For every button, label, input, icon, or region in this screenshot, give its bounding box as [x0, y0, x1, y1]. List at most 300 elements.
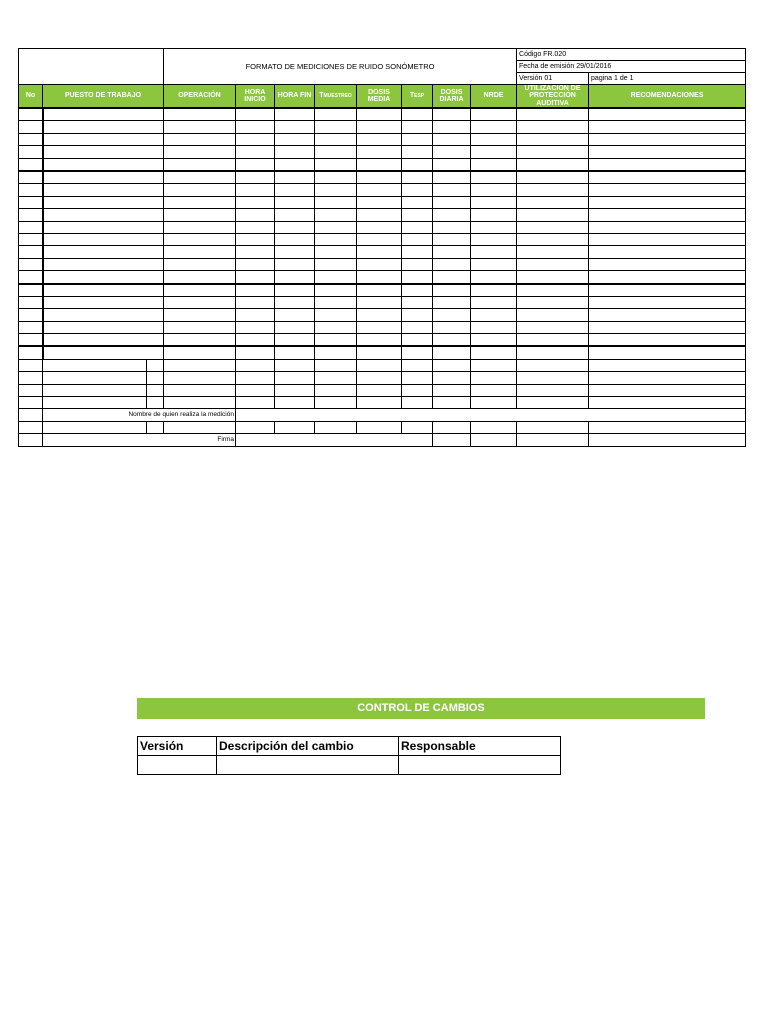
table-cell[interactable] [19, 384, 43, 396]
table-cell[interactable] [433, 209, 471, 221]
table-cell[interactable] [315, 133, 357, 145]
table-cell[interactable] [236, 133, 275, 145]
table-cell[interactable] [236, 209, 275, 221]
table-cell[interactable] [275, 372, 315, 384]
table-cell[interactable] [433, 296, 471, 308]
table-cell[interactable] [164, 346, 236, 359]
table-cell[interactable] [43, 221, 164, 233]
table-cell[interactable] [471, 334, 517, 347]
table-cell[interactable] [19, 196, 43, 208]
table-cell[interactable] [164, 296, 236, 308]
table-cell[interactable] [471, 271, 517, 284]
table-cell[interactable] [589, 334, 746, 347]
table-cell[interactable] [357, 271, 402, 284]
table-cell[interactable] [164, 421, 236, 433]
table-cell[interactable] [517, 108, 589, 121]
table-cell[interactable] [402, 359, 433, 371]
table-cell[interactable] [19, 372, 43, 384]
table-cell[interactable] [589, 184, 746, 196]
table-cell[interactable] [357, 184, 402, 196]
table-cell[interactable] [236, 108, 275, 121]
table-cell[interactable] [19, 233, 43, 245]
table-cell[interactable] [402, 209, 433, 221]
table-cell[interactable] [19, 409, 43, 421]
table-cell[interactable] [402, 184, 433, 196]
table-cell[interactable] [19, 397, 43, 409]
table-cell[interactable] [589, 271, 746, 284]
table-cell[interactable] [315, 284, 357, 297]
table-cell[interactable] [402, 171, 433, 184]
table-cell[interactable] [471, 346, 517, 359]
table-cell[interactable] [517, 384, 589, 396]
table-cell[interactable] [164, 384, 236, 396]
table-cell[interactable] [471, 209, 517, 221]
table-cell[interactable] [357, 321, 402, 333]
table-cell[interactable] [19, 296, 43, 308]
table-cell[interactable] [164, 196, 236, 208]
table-cell[interactable] [315, 209, 357, 221]
table-cell[interactable] [236, 171, 275, 184]
table-cell[interactable] [236, 121, 275, 133]
table-cell[interactable] [43, 346, 164, 359]
table-cell[interactable] [19, 171, 43, 184]
table-cell[interactable] [164, 158, 236, 171]
table-cell[interactable] [589, 108, 746, 121]
table-cell[interactable] [402, 108, 433, 121]
table-cell[interactable] [357, 158, 402, 171]
table-cell[interactable] [517, 158, 589, 171]
table-cell[interactable] [275, 309, 315, 321]
table-cell[interactable] [357, 384, 402, 396]
table-cell[interactable] [147, 372, 164, 384]
table-cell[interactable] [275, 359, 315, 371]
table-cell[interactable] [236, 321, 275, 333]
table-cell[interactable] [275, 397, 315, 409]
table-cell[interactable] [19, 309, 43, 321]
table-cell[interactable] [517, 346, 589, 359]
table-cell[interactable] [236, 246, 275, 258]
table-cell[interactable] [275, 421, 315, 433]
table-cell[interactable] [471, 158, 517, 171]
table-cell[interactable] [357, 146, 402, 158]
table-cell[interactable] [147, 421, 164, 433]
table-cell[interactable] [517, 184, 589, 196]
table-cell[interactable] [236, 258, 275, 270]
table-cell[interactable] [433, 421, 471, 433]
table-cell[interactable] [164, 233, 236, 245]
table-cell[interactable] [164, 258, 236, 270]
table-cell[interactable] [471, 384, 517, 396]
table-cell[interactable] [315, 321, 357, 333]
table-cell[interactable] [589, 158, 746, 171]
table-cell[interactable] [402, 158, 433, 171]
table-cell[interactable] [19, 434, 43, 446]
table-cell[interactable] [517, 258, 589, 270]
table-cell[interactable] [19, 284, 43, 297]
table-cell[interactable] [589, 258, 746, 270]
table-cell[interactable] [236, 372, 275, 384]
table-cell[interactable] [433, 258, 471, 270]
table-cell[interactable] [471, 372, 517, 384]
table-cell[interactable] [275, 108, 315, 121]
table-cell[interactable] [517, 209, 589, 221]
table-cell[interactable] [164, 184, 236, 196]
table-cell[interactable] [402, 133, 433, 145]
table-cell[interactable] [315, 233, 357, 245]
table-cell[interactable] [275, 158, 315, 171]
table-cell[interactable] [43, 209, 164, 221]
table-cell[interactable] [19, 246, 43, 258]
table-cell[interactable] [236, 434, 433, 446]
table-cell[interactable] [236, 146, 275, 158]
table-cell[interactable] [589, 146, 746, 158]
table-cell[interactable] [433, 372, 471, 384]
table-cell[interactable] [315, 158, 357, 171]
table-cell[interactable] [517, 421, 589, 433]
table-cell[interactable] [43, 296, 164, 308]
table-cell[interactable] [402, 309, 433, 321]
table-cell[interactable] [315, 146, 357, 158]
table-cell[interactable] [357, 171, 402, 184]
table-cell[interactable] [589, 397, 746, 409]
table-cell[interactable] [402, 221, 433, 233]
table-cell[interactable] [517, 321, 589, 333]
table-cell[interactable] [402, 296, 433, 308]
table-cell[interactable] [164, 209, 236, 221]
cc-cell[interactable] [138, 756, 217, 775]
table-cell[interactable] [19, 133, 43, 145]
table-cell[interactable] [164, 221, 236, 233]
table-cell[interactable] [275, 184, 315, 196]
table-cell[interactable] [315, 196, 357, 208]
table-cell[interactable] [315, 271, 357, 284]
table-cell[interactable] [433, 284, 471, 297]
table-cell[interactable] [43, 233, 164, 245]
table-cell[interactable] [275, 233, 315, 245]
table-cell[interactable] [433, 309, 471, 321]
table-cell[interactable] [517, 146, 589, 158]
table-cell[interactable] [19, 321, 43, 333]
table-cell[interactable] [275, 121, 315, 133]
table-cell[interactable] [589, 384, 746, 396]
table-cell[interactable] [236, 334, 275, 347]
table-cell[interactable] [43, 196, 164, 208]
table-cell[interactable] [357, 258, 402, 270]
table-cell[interactable] [164, 108, 236, 121]
table-cell[interactable] [471, 184, 517, 196]
table-cell[interactable] [315, 346, 357, 359]
table-cell[interactable] [402, 146, 433, 158]
table-cell[interactable] [19, 346, 43, 359]
table-cell[interactable] [275, 296, 315, 308]
table-cell[interactable] [315, 372, 357, 384]
table-cell[interactable] [589, 372, 746, 384]
table-cell[interactable] [589, 209, 746, 221]
table-cell[interactable] [517, 133, 589, 145]
table-cell[interactable] [433, 246, 471, 258]
table-cell[interactable] [471, 309, 517, 321]
table-cell[interactable] [471, 258, 517, 270]
table-cell[interactable] [589, 421, 746, 433]
table-cell[interactable] [19, 359, 43, 371]
table-cell[interactable] [517, 397, 589, 409]
table-cell[interactable] [471, 296, 517, 308]
table-cell[interactable] [315, 421, 357, 433]
table-cell[interactable] [275, 284, 315, 297]
table-cell[interactable] [433, 321, 471, 333]
table-cell[interactable] [517, 221, 589, 233]
table-cell[interactable] [275, 346, 315, 359]
table-cell[interactable] [433, 184, 471, 196]
table-cell[interactable] [589, 284, 746, 297]
table-cell[interactable] [402, 321, 433, 333]
table-cell[interactable] [471, 133, 517, 145]
cc-cell[interactable] [217, 756, 399, 775]
table-cell[interactable] [19, 334, 43, 347]
table-cell[interactable] [433, 121, 471, 133]
table-cell[interactable] [357, 346, 402, 359]
table-cell[interactable] [402, 246, 433, 258]
table-cell[interactable] [517, 434, 589, 446]
table-cell[interactable] [471, 397, 517, 409]
table-cell[interactable] [275, 246, 315, 258]
table-cell[interactable] [236, 233, 275, 245]
table-cell[interactable] [517, 121, 589, 133]
table-cell[interactable] [164, 146, 236, 158]
table-cell[interactable] [19, 121, 43, 133]
table-cell[interactable] [357, 246, 402, 258]
table-cell[interactable] [19, 108, 43, 121]
table-cell[interactable] [471, 321, 517, 333]
table-cell[interactable] [19, 209, 43, 221]
table-cell[interactable] [43, 121, 164, 133]
table-cell[interactable] [275, 146, 315, 158]
table-cell[interactable] [433, 384, 471, 396]
table-cell[interactable] [164, 372, 236, 384]
table-cell[interactable] [43, 309, 164, 321]
table-cell[interactable] [471, 246, 517, 258]
table-cell[interactable] [275, 321, 315, 333]
table-cell[interactable] [315, 296, 357, 308]
table-cell[interactable] [164, 171, 236, 184]
table-cell[interactable] [433, 108, 471, 121]
table-cell[interactable] [19, 158, 43, 171]
table-cell[interactable] [433, 334, 471, 347]
table-cell[interactable] [433, 346, 471, 359]
table-cell[interactable] [471, 108, 517, 121]
table-cell[interactable] [315, 171, 357, 184]
table-cell[interactable] [315, 184, 357, 196]
table-cell[interactable] [357, 397, 402, 409]
table-cell[interactable] [315, 309, 357, 321]
table-cell[interactable] [589, 196, 746, 208]
table-cell[interactable] [402, 346, 433, 359]
table-cell[interactable] [275, 334, 315, 347]
table-cell[interactable] [19, 184, 43, 196]
table-cell[interactable] [517, 284, 589, 297]
table-cell[interactable] [471, 221, 517, 233]
table-cell[interactable] [164, 246, 236, 258]
table-cell[interactable] [433, 196, 471, 208]
table-cell[interactable] [433, 359, 471, 371]
table-cell[interactable] [517, 334, 589, 347]
table-cell[interactable] [402, 196, 433, 208]
table-cell[interactable] [164, 121, 236, 133]
table-cell[interactable] [357, 221, 402, 233]
table-cell[interactable] [43, 271, 164, 284]
table-cell[interactable] [402, 384, 433, 396]
table-cell[interactable] [402, 121, 433, 133]
table-cell[interactable] [275, 384, 315, 396]
table-cell[interactable] [357, 133, 402, 145]
table-cell[interactable] [164, 309, 236, 321]
table-cell[interactable] [517, 359, 589, 371]
table-cell[interactable] [433, 158, 471, 171]
table-cell[interactable] [43, 321, 164, 333]
table-cell[interactable] [433, 233, 471, 245]
table-cell[interactable] [43, 372, 147, 384]
table-cell[interactable] [43, 334, 164, 347]
table-cell[interactable] [236, 158, 275, 171]
table-cell[interactable] [236, 346, 275, 359]
table-cell[interactable] [471, 284, 517, 297]
table-cell[interactable] [43, 258, 164, 270]
table-cell[interactable] [236, 184, 275, 196]
table-cell[interactable] [315, 221, 357, 233]
table-cell[interactable] [589, 346, 746, 359]
table-cell[interactable] [19, 221, 43, 233]
table-cell[interactable] [315, 334, 357, 347]
table-cell[interactable] [43, 184, 164, 196]
table-cell[interactable] [433, 146, 471, 158]
table-cell[interactable] [357, 309, 402, 321]
table-cell[interactable] [357, 421, 402, 433]
table-cell[interactable] [402, 372, 433, 384]
table-cell[interactable] [236, 384, 275, 396]
table-cell[interactable] [164, 284, 236, 297]
table-cell[interactable] [43, 284, 164, 297]
table-cell[interactable] [589, 133, 746, 145]
table-cell[interactable] [589, 121, 746, 133]
table-cell[interactable] [315, 384, 357, 396]
table-cell[interactable] [402, 334, 433, 347]
table-cell[interactable] [19, 421, 43, 433]
table-cell[interactable] [433, 221, 471, 233]
table-cell[interactable] [517, 309, 589, 321]
table-cell[interactable] [589, 321, 746, 333]
table-cell[interactable] [589, 233, 746, 245]
table-cell[interactable] [357, 196, 402, 208]
table-cell[interactable] [315, 258, 357, 270]
table-cell[interactable] [236, 196, 275, 208]
table-cell[interactable] [402, 271, 433, 284]
table-cell[interactable] [43, 421, 147, 433]
table-cell[interactable] [471, 146, 517, 158]
table-cell[interactable] [43, 397, 147, 409]
table-cell[interactable] [43, 158, 164, 171]
table-cell[interactable] [275, 171, 315, 184]
table-cell[interactable] [43, 384, 147, 396]
table-cell[interactable] [471, 434, 517, 446]
table-cell[interactable] [589, 434, 746, 446]
table-cell[interactable] [471, 359, 517, 371]
table-cell[interactable] [275, 271, 315, 284]
table-cell[interactable] [236, 271, 275, 284]
table-cell[interactable] [517, 171, 589, 184]
table-cell[interactable] [43, 359, 147, 371]
table-cell[interactable] [357, 209, 402, 221]
table-cell[interactable] [236, 221, 275, 233]
table-cell[interactable] [589, 171, 746, 184]
table-cell[interactable] [147, 359, 164, 371]
table-cell[interactable] [357, 334, 402, 347]
table-cell[interactable] [357, 233, 402, 245]
table-cell[interactable] [164, 133, 236, 145]
table-cell[interactable] [315, 246, 357, 258]
table-cell[interactable] [517, 246, 589, 258]
table-cell[interactable] [315, 121, 357, 133]
table-cell[interactable] [433, 271, 471, 284]
table-cell[interactable] [433, 133, 471, 145]
table-cell[interactable] [275, 258, 315, 270]
table-cell[interactable] [147, 397, 164, 409]
table-cell[interactable] [43, 108, 164, 121]
table-cell[interactable] [19, 271, 43, 284]
table-cell[interactable] [433, 397, 471, 409]
table-cell[interactable] [275, 133, 315, 145]
table-cell[interactable] [315, 108, 357, 121]
table-cell[interactable] [589, 246, 746, 258]
table-cell[interactable] [164, 359, 236, 371]
table-cell[interactable] [402, 284, 433, 297]
table-cell[interactable] [589, 221, 746, 233]
table-cell[interactable] [517, 372, 589, 384]
table-cell[interactable] [402, 421, 433, 433]
table-cell[interactable] [402, 258, 433, 270]
table-cell[interactable] [471, 421, 517, 433]
table-cell[interactable] [357, 284, 402, 297]
table-cell[interactable] [275, 196, 315, 208]
table-cell[interactable] [164, 334, 236, 347]
cc-cell[interactable] [399, 756, 561, 775]
table-cell[interactable] [164, 397, 236, 409]
table-cell[interactable] [315, 397, 357, 409]
table-cell[interactable] [357, 372, 402, 384]
table-cell[interactable] [43, 171, 164, 184]
table-cell[interactable] [357, 108, 402, 121]
table-cell[interactable] [589, 359, 746, 371]
table-cell[interactable] [43, 246, 164, 258]
table-cell[interactable] [517, 296, 589, 308]
table-cell[interactable] [19, 258, 43, 270]
table-cell[interactable] [433, 171, 471, 184]
table-cell[interactable] [357, 359, 402, 371]
table-cell[interactable] [471, 171, 517, 184]
table-cell[interactable] [236, 284, 275, 297]
table-cell[interactable] [275, 221, 315, 233]
table-cell[interactable] [589, 296, 746, 308]
table-cell[interactable] [164, 321, 236, 333]
table-cell[interactable] [315, 359, 357, 371]
table-cell[interactable] [43, 146, 164, 158]
table-cell[interactable] [357, 121, 402, 133]
table-cell[interactable] [43, 133, 164, 145]
table-cell[interactable] [236, 296, 275, 308]
table-cell[interactable] [236, 359, 275, 371]
table-cell[interactable] [236, 409, 746, 421]
table-cell[interactable] [357, 296, 402, 308]
table-cell[interactable] [402, 233, 433, 245]
